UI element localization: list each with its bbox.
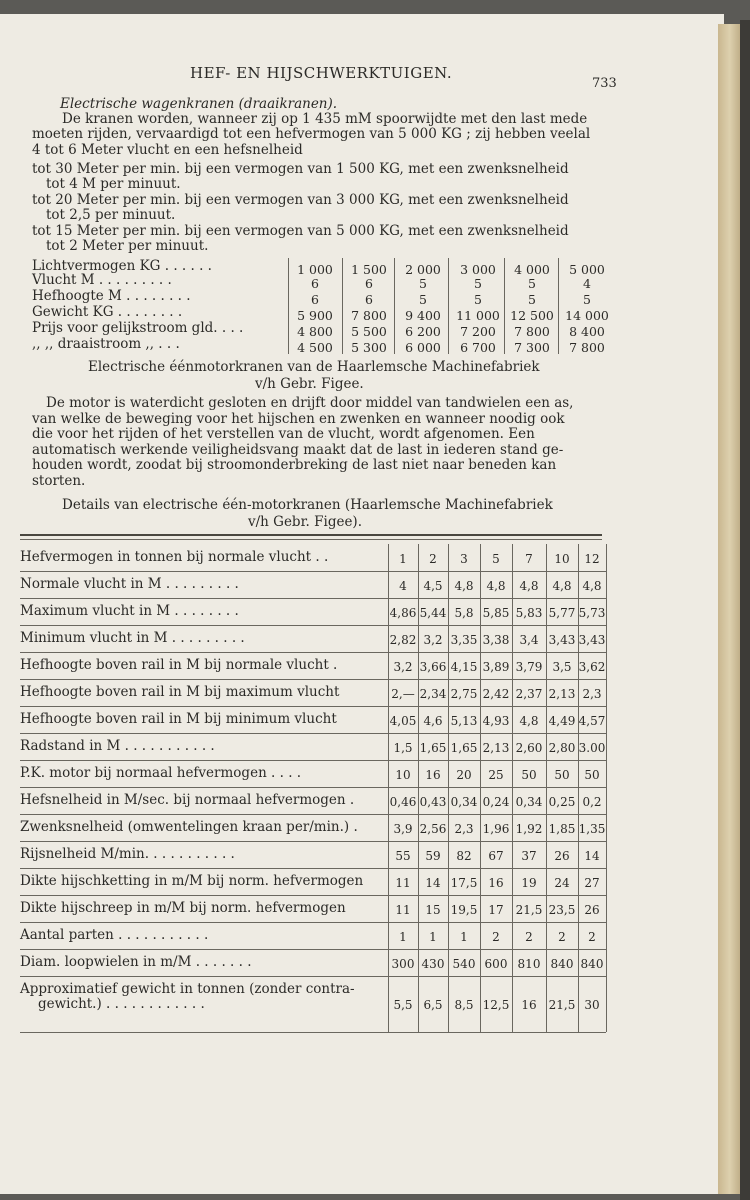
details-cell: 4,8 [582, 579, 602, 593]
spec-cell: 3 000 [460, 262, 496, 277]
details-row-rule [20, 895, 606, 896]
page-number: 733 [592, 76, 617, 91]
details-cell: 3,89 [482, 660, 510, 674]
spec-cell: 9 400 [405, 308, 441, 323]
details-cell: 2,— [391, 687, 415, 701]
details-cell: 2 [429, 552, 437, 566]
details-cell: 0,34 [515, 795, 543, 809]
details-row-label: Normale vlucht in M . . . . . . . . . [20, 576, 239, 592]
details-column-rule [418, 544, 419, 1032]
details-row-rule [20, 787, 606, 788]
details-cell: 3,62 [578, 660, 606, 674]
details-cell: 5,73 [578, 606, 606, 620]
spec-cell: 7 200 [460, 324, 496, 339]
spec-cell: 11 000 [456, 308, 500, 323]
details-cell: 14 [425, 876, 441, 890]
details-row-rule [20, 841, 606, 842]
details-cell: 1,35 [578, 822, 606, 836]
details-cell: 3,5 [552, 660, 572, 674]
details-cell: 5,77 [548, 606, 576, 620]
details-row-rule [20, 1032, 606, 1033]
details-row-label: Maximum vlucht in M . . . . . . . . [20, 603, 239, 619]
details-cell: 4,8 [552, 579, 572, 593]
details-cell: 1 [429, 930, 437, 944]
spec-column-rule [448, 258, 449, 354]
table-caption-subtitle: v/h Gebr. Figee). [248, 514, 362, 530]
spec-cell: 5 [528, 292, 536, 307]
motor-line: De motor is waterdicht gesloten en drijft door middel van tandwielen een as, [46, 395, 574, 411]
details-row-rule [20, 733, 606, 734]
details-cell: 4,8 [519, 579, 539, 593]
motor-line: die voor het rijden of het verstellen van de vlucht, wordt afgenomen. Een [32, 426, 535, 442]
details-row-rule [20, 760, 606, 761]
details-row-label: Radstand in M . . . . . . . . . . . [20, 738, 215, 754]
details-cell: 4,8 [519, 714, 539, 728]
details-column-rule [448, 544, 449, 1032]
details-cell: 0,43 [419, 795, 447, 809]
table-top-rule [20, 539, 602, 540]
spec-row-label: Gewicht KG . . . . . . . . [32, 304, 183, 320]
intro-line: tot 15 Meter per min. bij een vermogen van 5 000 KG, met een zwenksnelheid [32, 223, 569, 239]
details-row-label: Rijsnelheid M/min. . . . . . . . . . . [20, 846, 235, 862]
details-cell: 7 [525, 552, 533, 566]
details-cell: 1,96 [482, 822, 510, 836]
details-row-rule [20, 571, 606, 572]
details-cell: 67 [488, 849, 504, 863]
details-cell: 10 [395, 768, 411, 782]
details-column-rule [606, 544, 607, 1032]
details-row-label: Hefhoogte boven rail in M bij maximum vlucht [20, 684, 340, 700]
details-cell: 540 [452, 957, 476, 971]
details-cell: 1,65 [419, 741, 447, 755]
details-cell: 3,35 [450, 633, 478, 647]
details-cell: 23,5 [548, 903, 576, 917]
spec-cell: 5 000 [569, 262, 605, 277]
intro-line: tot 2 Meter per minuut. [46, 238, 209, 254]
spec-cell: 6 700 [460, 340, 496, 355]
details-cell: 14 [584, 849, 600, 863]
spec-cell: 5 900 [297, 308, 333, 323]
details-column-rule [388, 544, 389, 1032]
details-row-label-cont: gewicht.) . . . . . . . . . . . . [38, 996, 205, 1012]
details-cell: 3,79 [515, 660, 543, 674]
spec-cell: 4 [583, 276, 591, 291]
details-cell: 1,92 [515, 822, 543, 836]
details-cell: 2,56 [419, 822, 447, 836]
details-cell: 2,37 [515, 687, 543, 701]
details-cell: 4,57 [578, 714, 606, 728]
spec-cell: 5 [528, 276, 536, 291]
details-cell: 2,75 [450, 687, 478, 701]
spec-cell: 6 [365, 292, 373, 307]
spec-cell: 6 [365, 276, 373, 291]
spec-row-label: ,, ,, draaistroom ,, . . . [32, 336, 180, 352]
details-cell: 3,9 [393, 822, 413, 836]
details-cell: 20 [456, 768, 472, 782]
details-cell: 30 [584, 998, 600, 1012]
spec-cell: 5 300 [351, 340, 387, 355]
details-row-label: Dikte hijschketting in m/M bij norm. hefvermogen [20, 873, 364, 889]
details-row-label: Hefhoogte boven rail in M bij normale vlucht . [20, 657, 338, 673]
spec-row-label: Vlucht M . . . . . . . . . [32, 272, 172, 288]
spec-cell: 4 500 [297, 340, 333, 355]
details-cell: 2,13 [548, 687, 576, 701]
details-row-label: Aantal parten . . . . . . . . . . . [20, 927, 209, 943]
details-cell: 3,38 [482, 633, 510, 647]
details-row-label: Zwenksnelheid (omwentelingen kraan per/min.) . [20, 819, 358, 835]
details-cell: 19 [521, 876, 537, 890]
details-cell: 37 [521, 849, 537, 863]
details-cell: 50 [521, 768, 537, 782]
spec-cell: 5 500 [351, 324, 387, 339]
motor-line: van welke de beweging voor het hijschen en zwenken en wanneer noodig ook [32, 411, 565, 427]
details-cell: 27 [584, 876, 600, 890]
spec-row-label: Hefhoogte M . . . . . . . . [32, 288, 191, 304]
spec-cell: 5 [474, 292, 482, 307]
details-cell: 840 [580, 957, 604, 971]
details-cell: 26 [554, 849, 570, 863]
details-cell: 1 [399, 552, 407, 566]
details-cell: 3 [460, 552, 468, 566]
spec-cell: 5 [583, 292, 591, 307]
details-cell: 16 [425, 768, 441, 782]
spec-cell: 5 [474, 276, 482, 291]
details-cell: 810 [517, 957, 541, 971]
details-row-rule [20, 868, 606, 869]
spec-column-rule [394, 258, 395, 354]
details-cell: 0,25 [548, 795, 576, 809]
details-cell: 3,43 [548, 633, 576, 647]
details-row-rule [20, 949, 606, 950]
details-cell: 50 [584, 768, 600, 782]
motor-line: houden wordt, zoodat bij stroomonderbreking de last niet naar beneden kan [32, 457, 557, 473]
intro-line: tot 20 Meter per min. bij een vermogen van 3 000 KG, met een zwenksnelheid [32, 192, 569, 208]
table-caption: Details van electrische één-motorkranen (Haarlemsche Machinefabriek [62, 497, 553, 513]
details-row-label: Approximatief gewicht in tonnen (zonder contra- [20, 981, 355, 997]
details-cell: 5,83 [515, 606, 543, 620]
details-cell: 4,5 [423, 579, 443, 593]
details-cell: 840 [550, 957, 574, 971]
spec-cell: 4 800 [297, 324, 333, 339]
details-cell: 11 [395, 876, 411, 890]
details-cell: 55 [395, 849, 411, 863]
running-header: HEF- EN HIJSCHWERKTUIGEN. [190, 64, 453, 82]
spec-cell: 8 400 [569, 324, 605, 339]
details-cell: 10 [554, 552, 570, 566]
intro-line: moeten rijden, vervaardigd tot een hefvermogen van 5 000 KG ; zij hebben veelal [32, 126, 591, 142]
details-row-rule [20, 652, 606, 653]
details-cell: 2 [558, 930, 566, 944]
details-cell: 4,8 [486, 579, 506, 593]
details-row-label: Hefvermogen in tonnen bij normale vlucht . . [20, 549, 329, 565]
intro-line: De kranen worden, wanneer zij op 1 435 mM spoorwijdte met den last mede [62, 111, 588, 127]
spec-cell: 4 000 [514, 262, 550, 277]
spec-cell: 1 000 [297, 262, 333, 277]
spec-column-rule [504, 258, 505, 354]
details-cell: 5 [492, 552, 500, 566]
spec-cell: 14 000 [565, 308, 609, 323]
details-cell: 2,60 [515, 741, 543, 755]
details-row-rule [20, 598, 606, 599]
details-cell: 4,8 [454, 579, 474, 593]
spec-cell: 7 800 [351, 308, 387, 323]
details-cell: 21,5 [548, 998, 576, 1012]
intro-line: tot 4 M per minuut. [46, 176, 181, 192]
details-cell: 300 [391, 957, 415, 971]
details-cell: 6,5 [423, 998, 443, 1012]
details-cell: 50 [554, 768, 570, 782]
details-cell: 3.00 [578, 741, 606, 755]
details-cell: 3,43 [578, 633, 606, 647]
spec-column-rule [558, 258, 559, 354]
details-row-rule [20, 922, 606, 923]
details-row-rule [20, 679, 606, 680]
details-row-label: Dikte hijschreep in m/M bij norm. hefvermogen [20, 900, 346, 916]
details-cell: 5,8 [454, 606, 474, 620]
details-cell: 0,46 [389, 795, 417, 809]
details-row-label: Diam. loopwielen in m/M . . . . . . . [20, 954, 252, 970]
details-row-label: Hefhoogte boven rail in M bij minimum vlucht [20, 711, 337, 727]
details-cell: 12,5 [482, 998, 510, 1012]
spec-cell: 6 200 [405, 324, 441, 339]
details-cell: 16 [488, 876, 504, 890]
details-cell: 15 [425, 903, 441, 917]
details-cell: 5,85 [482, 606, 510, 620]
details-cell: 2 [588, 930, 596, 944]
details-cell: 12 [584, 552, 600, 566]
details-cell: 16 [521, 998, 537, 1012]
details-cell: 0,2 [582, 795, 602, 809]
details-cell: 4,05 [389, 714, 417, 728]
motor-line: storten. [32, 473, 86, 489]
details-cell: 24 [554, 876, 570, 890]
details-column-rule [578, 544, 579, 1032]
details-cell: 430 [421, 957, 445, 971]
details-cell: 2,80 [548, 741, 576, 755]
intro-line: tot 2,5 per minuut. [46, 207, 176, 223]
details-cell: 2,3 [582, 687, 602, 701]
details-cell: 2 [492, 930, 500, 944]
details-row-rule [20, 625, 606, 626]
details-row-label: P.K. motor bij normaal hefvermogen . . . . [20, 765, 302, 781]
details-cell: 3,2 [393, 660, 413, 674]
details-cell: 4,49 [548, 714, 576, 728]
details-cell: 82 [456, 849, 472, 863]
details-cell: 2,34 [419, 687, 447, 701]
details-cell: 3,4 [519, 633, 539, 647]
spec-cell: 5 [419, 276, 427, 291]
spec-cell: 7 800 [514, 324, 550, 339]
details-cell: 0,24 [482, 795, 510, 809]
details-cell: 4 [399, 579, 407, 593]
intro-line: 4 tot 6 Meter vlucht en een hefsnelheid [32, 142, 303, 158]
details-cell: 8,5 [454, 998, 474, 1012]
details-cell: 19,5 [450, 903, 478, 917]
spec-cell: 2 000 [405, 262, 441, 277]
details-cell: 3,2 [423, 633, 443, 647]
caption-title: Electrische éénmotorkranen van de Haarlemsche Machinefabriek [88, 359, 540, 375]
details-cell: 2,13 [482, 741, 510, 755]
details-cell: 25 [488, 768, 504, 782]
details-cell: 600 [484, 957, 508, 971]
details-row-rule [20, 976, 606, 977]
spec-row-label: Prijs voor gelijkstroom gld. . . . [32, 320, 244, 336]
details-cell: 17,5 [450, 876, 478, 890]
details-cell: 17 [488, 903, 504, 917]
details-column-rule [512, 544, 513, 1032]
table-top-rule [20, 534, 602, 536]
details-cell: 0,34 [450, 795, 478, 809]
details-cell: 5,5 [393, 998, 413, 1012]
details-cell: 2,82 [389, 633, 417, 647]
details-row-rule [20, 706, 606, 707]
intro-line: tot 30 Meter per min. bij een vermogen van 1 500 KG, met een zwenksnelheid [32, 161, 569, 177]
spec-cell: 6 [311, 292, 319, 307]
details-cell: 4,15 [450, 660, 478, 674]
spec-cell: 6 [311, 276, 319, 291]
spec-cell: 12 500 [510, 308, 554, 323]
details-cell: 21,5 [515, 903, 543, 917]
details-cell: 5,13 [450, 714, 478, 728]
section-subheading: Electrische wagenkranen (draaikranen). [60, 96, 338, 112]
motor-line: automatisch werkende veiligheidsvang maakt dat de last in iederen stand ge- [32, 442, 564, 458]
details-cell: 4,86 [389, 606, 417, 620]
details-cell: 3,66 [419, 660, 447, 674]
spec-row-label: Lichtvermogen KG . . . . . . [32, 258, 212, 274]
details-cell: 5,44 [419, 606, 447, 620]
details-cell: 1,85 [548, 822, 576, 836]
details-cell: 11 [395, 903, 411, 917]
details-cell: 1,5 [393, 741, 413, 755]
details-cell: 2,3 [454, 822, 474, 836]
details-cell: 1 [460, 930, 468, 944]
spec-column-rule [342, 258, 343, 354]
details-cell: 59 [425, 849, 441, 863]
details-column-rule [546, 544, 547, 1032]
details-cell: 2,42 [482, 687, 510, 701]
page-shadow [740, 20, 750, 1200]
spec-cell: 1 500 [351, 262, 387, 277]
spec-cell: 5 [419, 292, 427, 307]
spec-column-rule [288, 258, 289, 354]
details-cell: 26 [584, 903, 600, 917]
details-cell: 1,65 [450, 741, 478, 755]
details-row-label: Minimum vlucht in M . . . . . . . . . [20, 630, 245, 646]
details-cell: 4,93 [482, 714, 510, 728]
details-cell: 4,6 [423, 714, 443, 728]
caption-subtitle: v/h Gebr. Figee. [255, 376, 364, 392]
spec-cell: 7 300 [514, 340, 550, 355]
details-cell: 2 [525, 930, 533, 944]
details-cell: 1 [399, 930, 407, 944]
details-row-label: Hefsnelheid in M/sec. bij normaal hefvermogen . [20, 792, 355, 808]
spec-cell: 6 000 [405, 340, 441, 355]
details-column-rule [480, 544, 481, 1032]
spec-cell: 7 800 [569, 340, 605, 355]
details-row-rule [20, 814, 606, 815]
